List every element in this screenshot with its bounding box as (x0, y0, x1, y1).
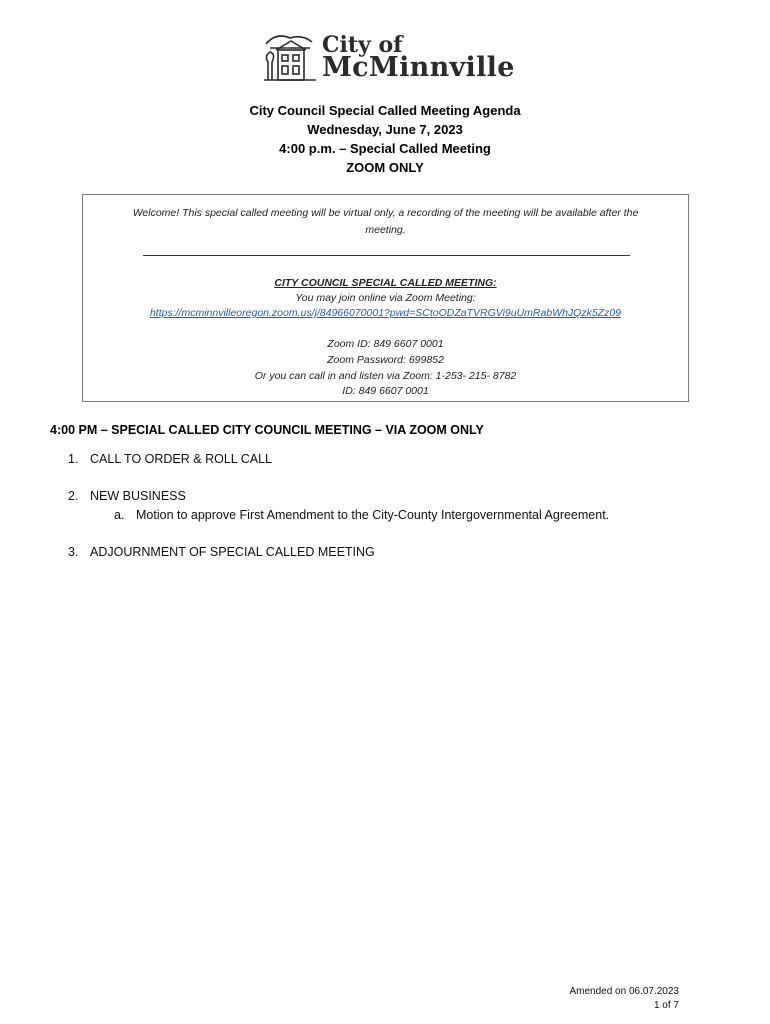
agenda-title: City Council Special Called Meeting Agenda (249, 103, 521, 118)
zoom-id: Zoom ID: 849 6607 0001 (327, 338, 444, 350)
page-footer (569, 985, 679, 1013)
logo-mcminnville: McMinnville (322, 52, 515, 83)
agenda-item-2-number: 2. (68, 489, 79, 503)
meeting-title-wrap (83, 277, 688, 289)
agenda-item-3-number: 3. (68, 545, 79, 559)
meeting-date: Wednesday, June 7, 2023 (307, 122, 463, 137)
agenda-item-2a: Motion to approve First Amendment to the City-County Intergovernmental Agreement. (136, 508, 610, 522)
page-number: 1 of 7 (653, 1000, 679, 1011)
call-in-info: Or you can call in and listen via Zoom: 1-253- 215- 8782 (254, 370, 517, 382)
zoom-password: Zoom Password: 699852 (327, 354, 444, 366)
city-hall-icon (262, 30, 318, 84)
zoom-notice-box (82, 194, 689, 402)
meeting-format: ZOOM ONLY (346, 160, 424, 175)
logo-city-of: City of (322, 32, 403, 58)
divider (143, 255, 630, 256)
zoom-meeting-link[interactable]: https://mcminnvilleoregon.zoom.us/j/84966070001?pwd=SCtoODZaTVRGVi9uUmRabWhJQzk5Zz09 (149, 307, 622, 319)
agenda-header (0, 101, 770, 177)
meeting-time: 4:00 p.m. – Special Called Meeting (279, 141, 491, 156)
amended-date: Amended on 06.07.2023 (569, 986, 679, 997)
agenda-item-2a-letter: a. (114, 508, 125, 522)
agenda-item-3: ADJOURNMENT OF SPECIAL CALLED MEETING (90, 545, 375, 559)
city-logo (262, 30, 537, 84)
welcome-text-line1: Welcome! This special called meeting will be virtual only, a recording of the meeting will be available after the (132, 207, 639, 219)
welcome-text-line2: meeting. (365, 224, 406, 236)
agenda-item-1-number: 1. (68, 452, 79, 466)
zoom-link-wrap (83, 307, 688, 319)
special-meeting-title: CITY COUNCIL SPECIAL CALLED MEETING: (274, 277, 497, 289)
call-in-id: ID: 849 6607 0001 (342, 385, 429, 397)
agenda-item-2: NEW BUSINESS (90, 489, 186, 503)
section-heading: 4:00 PM – SPECIAL CALLED CITY COUNCIL MEETING – VIA ZOOM ONLY (50, 423, 484, 437)
agenda-item-1: CALL TO ORDER & ROLL CALL (90, 452, 273, 466)
join-text: You may join online via Zoom Meeting: (295, 292, 476, 304)
